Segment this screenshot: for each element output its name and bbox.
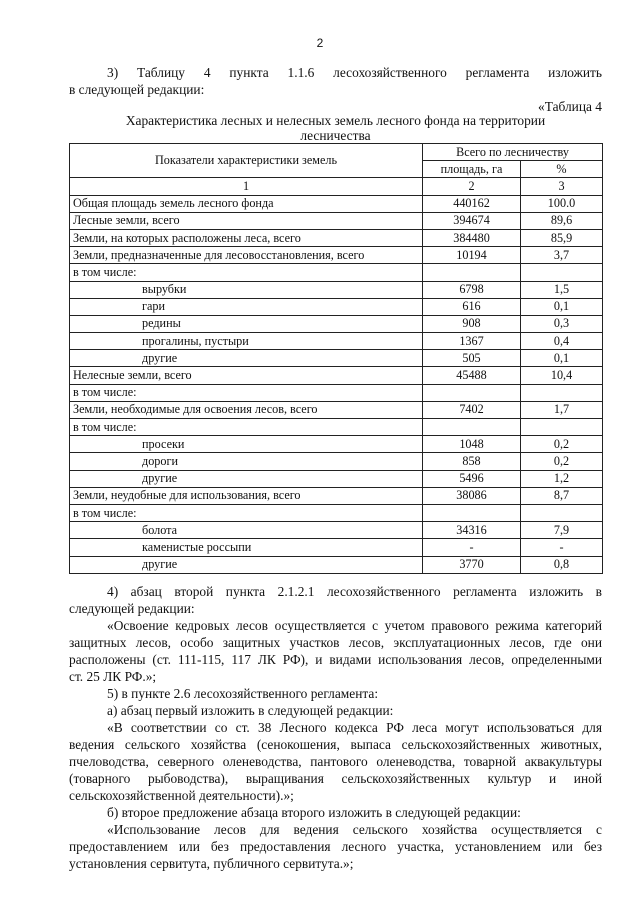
- row-label: дороги: [70, 453, 423, 470]
- row-label: редины: [70, 315, 423, 332]
- row-area: 908: [423, 315, 521, 332]
- column-number: 2: [423, 178, 521, 195]
- quote2-line4: (товарного рыбоводства), выращивания сельскохозяйственных культур и иной: [69, 771, 602, 786]
- header-indicators: Показатели характеристики земель: [70, 144, 423, 178]
- row-label: другие: [70, 350, 423, 367]
- quote3-line1: «Использование лесов для ведения сельского хозяйства осуществляется с: [107, 822, 602, 837]
- table-row: [70, 315, 603, 332]
- row-percent: 0,1: [521, 298, 603, 315]
- row-percent: 1,2: [521, 470, 603, 487]
- header-total: Всего по лесничеству: [423, 144, 603, 161]
- land-table: [69, 143, 603, 574]
- row-area: 5496: [423, 470, 521, 487]
- quote1-line2: защитных лесов, особо защитных участков лесов, эксплуатационных лесов, где они: [69, 635, 602, 650]
- table-row: [70, 504, 603, 521]
- table-title-line2: лесничества: [300, 128, 371, 143]
- table-row: [70, 298, 603, 315]
- row-label: в том числе:: [70, 504, 423, 521]
- quote1-line1: «Освоение кедровых лесов осуществляется с учетом правового режима категорий: [107, 618, 602, 633]
- table-reference: «Таблица 4: [538, 99, 602, 114]
- row-label: в том числе:: [70, 384, 423, 401]
- table-row: [70, 212, 603, 229]
- row-percent: 0,2: [521, 453, 603, 470]
- table-row: [70, 350, 603, 367]
- row-percent: [521, 384, 603, 401]
- row-area: [423, 419, 521, 436]
- row-percent: 89,6: [521, 212, 603, 229]
- item3-line2: в следующей редакции:: [69, 82, 205, 97]
- row-area: 6798: [423, 281, 521, 298]
- column-number: 3: [521, 178, 603, 195]
- row-area: 10194: [423, 247, 521, 264]
- row-label: Общая площадь земель лесного фонда: [70, 195, 423, 212]
- row-label: другие: [70, 556, 423, 573]
- row-percent: 7,9: [521, 522, 603, 539]
- table-row: [70, 556, 603, 573]
- row-label: Лесные земли, всего: [70, 212, 423, 229]
- row-area: 3770: [423, 556, 521, 573]
- row-label: Нелесные земли, всего: [70, 367, 423, 384]
- item4-line1: 4) абзац второй пункта 2.1.2.1 лесохозяйственного регламента изложить в: [107, 584, 602, 599]
- table-row: [70, 264, 603, 281]
- row-percent: 100.0: [521, 195, 603, 212]
- table-row: [70, 522, 603, 539]
- row-label: другие: [70, 470, 423, 487]
- row-area: 394674: [423, 212, 521, 229]
- quote3-line2: предоставлением или без предоставления лесного участка, установлением или без: [69, 839, 602, 854]
- quote2-line3: пчеловодства, северного оленеводства, пантового оленеводства, товарной аквакультуры: [69, 754, 602, 769]
- row-percent: [521, 419, 603, 436]
- quote3-line3: установления сервитута, публичного сервитута.»;: [69, 856, 354, 871]
- table-row: [70, 539, 603, 556]
- row-label: в том числе:: [70, 264, 423, 281]
- table-row: [70, 195, 603, 212]
- row-area: 384480: [423, 229, 521, 246]
- table-title-line1: Характеристика лесных и нелесных земель лесного фонда на территории: [125, 113, 546, 128]
- row-label: болота: [70, 522, 423, 539]
- row-label: в том числе:: [70, 419, 423, 436]
- row-label: вырубки: [70, 281, 423, 298]
- row-percent: 0,3: [521, 315, 603, 332]
- row-area: [423, 504, 521, 521]
- table-row: [70, 367, 603, 384]
- row-percent: 0,2: [521, 436, 603, 453]
- row-area: 858: [423, 453, 521, 470]
- row-label: гари: [70, 298, 423, 315]
- table-row: [70, 419, 603, 436]
- table-row: [70, 487, 603, 504]
- row-area: 45488: [423, 367, 521, 384]
- row-label: прогалины, пустыри: [70, 333, 423, 350]
- row-area: 1367: [423, 333, 521, 350]
- row-area: [423, 384, 521, 401]
- table-row: [70, 229, 603, 246]
- item5: 5) в пункте 2.6 лесохозяйственного регламента:: [107, 686, 379, 701]
- quote1-line3: расположены (ст. 111-115, 117 ЛК РФ), и видами использования лесов, определенными: [69, 652, 602, 667]
- row-area: [423, 264, 521, 281]
- item5a: а) абзац первый изложить в следующей редакции:: [107, 703, 394, 718]
- row-percent: 0,1: [521, 350, 603, 367]
- table-row: [70, 436, 603, 453]
- row-percent: 1,7: [521, 401, 603, 418]
- row-percent: 3,7: [521, 247, 603, 264]
- row-label: просеки: [70, 436, 423, 453]
- row-percent: 10,4: [521, 367, 603, 384]
- table-row: [70, 453, 603, 470]
- row-area: 34316: [423, 522, 521, 539]
- row-percent: -: [521, 539, 603, 556]
- row-percent: [521, 504, 603, 521]
- quote2-line5: сельскохозяйственной деятельности).»;: [69, 788, 294, 803]
- item5b: б) второе предложение абзаца второго изложить в следующей редакции:: [107, 805, 521, 820]
- quote2-line2: ведения сельского хозяйства (сенокошения, выпаса сельскохозяйственных животных,: [69, 737, 602, 752]
- row-label: Земли, необходимые для освоения лесов, всего: [70, 401, 423, 418]
- row-area: 616: [423, 298, 521, 315]
- item4-line2: следующей редакции:: [69, 601, 195, 616]
- table-row: [70, 470, 603, 487]
- row-percent: 0,8: [521, 556, 603, 573]
- column-number: 1: [70, 178, 423, 195]
- row-label: Земли, неудобные для использования, всего: [70, 487, 423, 504]
- table-row: [70, 247, 603, 264]
- row-percent: 85,9: [521, 229, 603, 246]
- quote1-line4: ст. 25 ЛК РФ.»;: [69, 669, 157, 684]
- row-percent: 0,4: [521, 333, 603, 350]
- row-label: Земли, предназначенные для лесовосстановления, всего: [70, 247, 423, 264]
- header-area: площадь, га: [423, 161, 521, 178]
- table-row: [70, 333, 603, 350]
- table-row: [70, 384, 603, 401]
- row-area: -: [423, 539, 521, 556]
- quote2-line1: «В соответствии со ст. 38 Лесного кодекса РФ леса могут использоваться для: [107, 720, 602, 735]
- row-area: 38086: [423, 487, 521, 504]
- table-row: [70, 281, 603, 298]
- table-row: [70, 401, 603, 418]
- row-percent: 8,7: [521, 487, 603, 504]
- row-area: 505: [423, 350, 521, 367]
- row-area: 1048: [423, 436, 521, 453]
- header-percent: %: [521, 161, 603, 178]
- row-label: каменистые россыпи: [70, 539, 423, 556]
- row-label: Земли, на которых расположены леса, всего: [70, 229, 423, 246]
- row-area: 440162: [423, 195, 521, 212]
- page-number: 2: [316, 36, 324, 50]
- row-area: 7402: [423, 401, 521, 418]
- item3-line1: 3) Таблицу 4 пункта 1.1.6 лесохозяйственного регламента изложить: [107, 65, 602, 80]
- row-percent: [521, 264, 603, 281]
- row-percent: 1,5: [521, 281, 603, 298]
